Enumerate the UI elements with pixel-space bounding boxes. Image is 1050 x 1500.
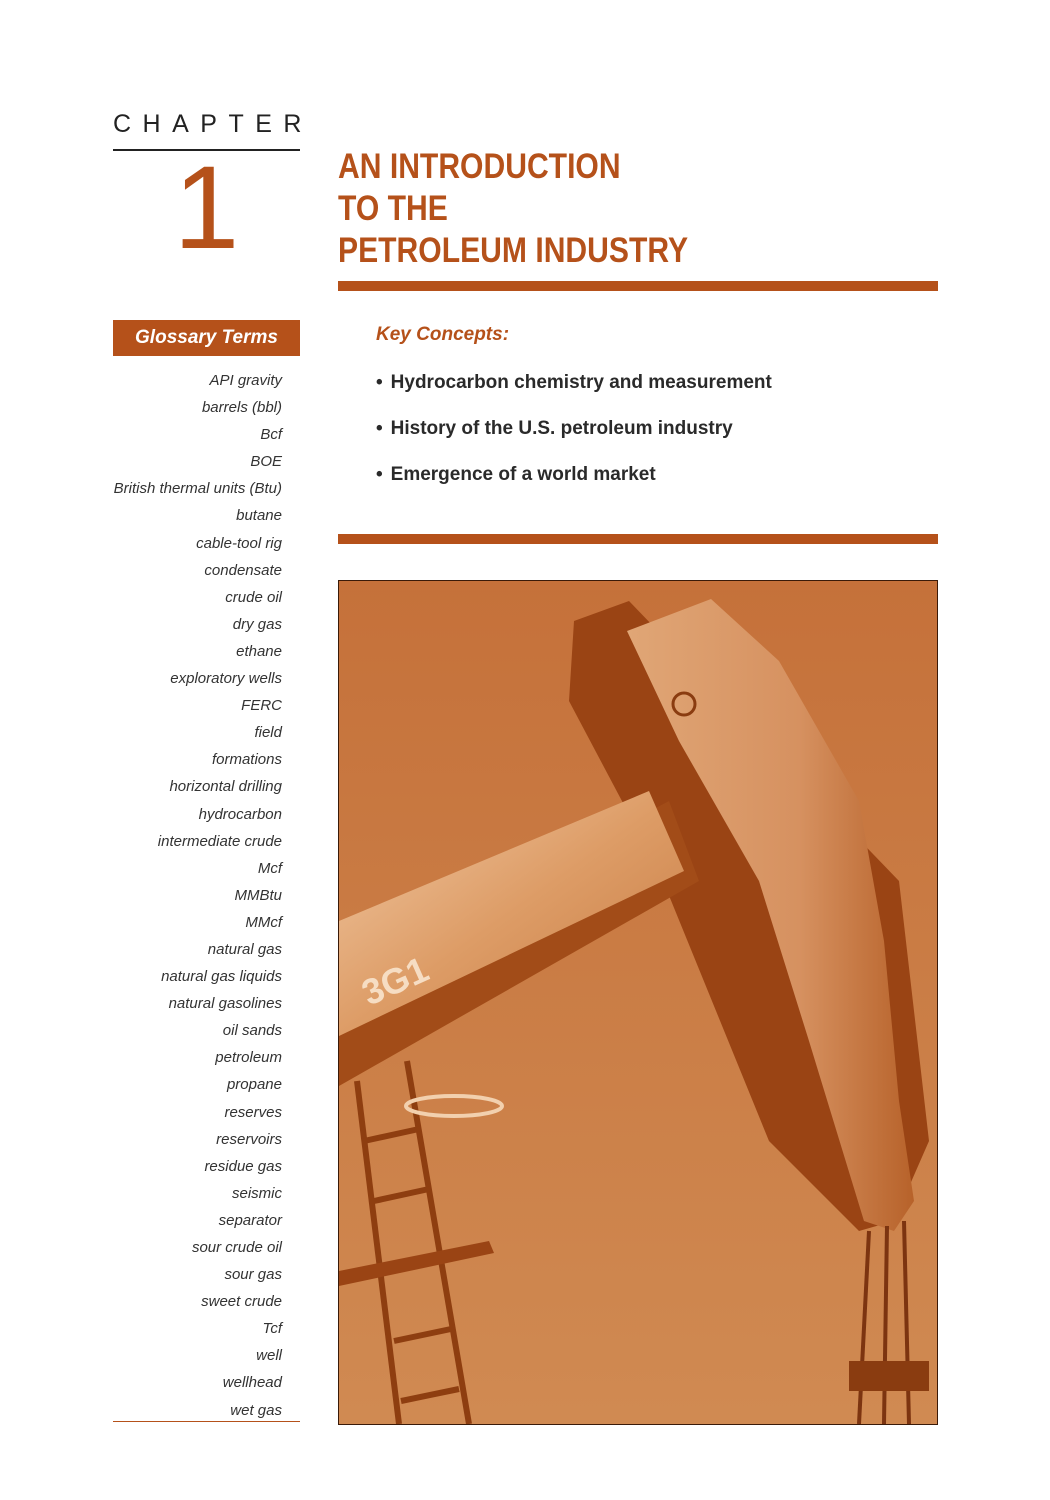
key-concepts-list (376, 368, 772, 506)
glossary-list (113, 367, 282, 1424)
glossary-term: intermediate crude (157, 832, 282, 850)
glossary-term: condensate (204, 561, 282, 579)
glossary-term: exploratory wells (170, 670, 282, 688)
pump-jack-illustration (339, 581, 937, 1424)
beam-marking: 3G1 (355, 948, 435, 1014)
glossary-term: British thermal units (Btu) (113, 480, 282, 498)
glossary-term: MMBtu (234, 886, 282, 904)
bullet-icon: • (376, 464, 383, 485)
glossary-term: sour crude oil (191, 1239, 282, 1256)
glossary-term: butane (236, 507, 282, 525)
glossary-rule (113, 1421, 300, 1422)
glossary-term: Tcf (262, 1320, 282, 1338)
glossary-term: seismic (231, 1184, 282, 1202)
glossary-term: separator (218, 1211, 282, 1229)
glossary-term: FERC (241, 697, 282, 715)
glossary-term: reservoirs (216, 1130, 282, 1148)
glossary-term: API gravity (209, 372, 282, 389)
glossary-term: petroleum (215, 1049, 282, 1067)
glossary-term: wet gas (230, 1401, 282, 1419)
glossary-term: propane (226, 1076, 282, 1094)
title-line-1: AN INTRODUCTION (338, 147, 621, 186)
key-concept-text: Hydrocarbon chemistry and measurement (390, 372, 772, 393)
glossary-term: hydrocarbon (198, 805, 282, 823)
glossary-term: natural gas liquids (161, 968, 282, 986)
glossary-term: barrels (bbl) (201, 399, 282, 417)
glossary-term: well (256, 1347, 282, 1365)
key-concept-item (376, 460, 772, 506)
glossary-term: sweet crude (201, 1293, 282, 1311)
glossary-term: Bcf (260, 426, 282, 444)
bullet-icon: • (376, 418, 383, 439)
key-concept-text: History of the U.S. petroleum industry (390, 418, 733, 439)
glossary-term: horizontal drilling (169, 778, 282, 796)
glossary-term: formations (211, 751, 282, 769)
glossary-term: natural gasolines (168, 995, 282, 1013)
chapter-label: CHAPTER (113, 110, 313, 138)
carrier-bar (849, 1361, 929, 1391)
title-line-3: PETROLEUM INDUSTRY (338, 231, 689, 270)
chapter-number: 1 (173, 142, 240, 274)
glossary-term: natural gas (207, 940, 282, 958)
glossary-heading: Glossary Terms (113, 320, 300, 356)
glossary-term: MMcf (245, 913, 282, 931)
concepts-divider-bar (338, 534, 938, 544)
pump-jack-photo (338, 580, 938, 1425)
chapter-title (338, 146, 854, 272)
glossary-term: field (254, 724, 282, 742)
title-divider-bar (338, 281, 938, 291)
key-concept-text: Emergence of a world market (390, 464, 656, 485)
glossary-term: dry gas (232, 615, 282, 633)
key-concept-item (376, 414, 772, 460)
bullet-icon: • (376, 372, 383, 393)
glossary-term: sour gas (224, 1266, 282, 1284)
glossary-term: residue gas (204, 1157, 282, 1175)
key-concept-item (376, 368, 772, 414)
glossary-term: reserves (224, 1103, 282, 1121)
key-concepts-heading: Key Concepts: (376, 324, 510, 345)
glossary-term: cable-tool rig (196, 534, 282, 552)
glossary-term: crude oil (225, 588, 282, 606)
glossary-term: ethane (236, 642, 282, 660)
glossary-term: wellhead (222, 1374, 282, 1392)
title-line-2: TO THE (338, 189, 448, 228)
glossary-term: BOE (250, 453, 282, 471)
glossary-term: Mcf (257, 859, 282, 877)
glossary-term: oil sands (222, 1022, 282, 1040)
